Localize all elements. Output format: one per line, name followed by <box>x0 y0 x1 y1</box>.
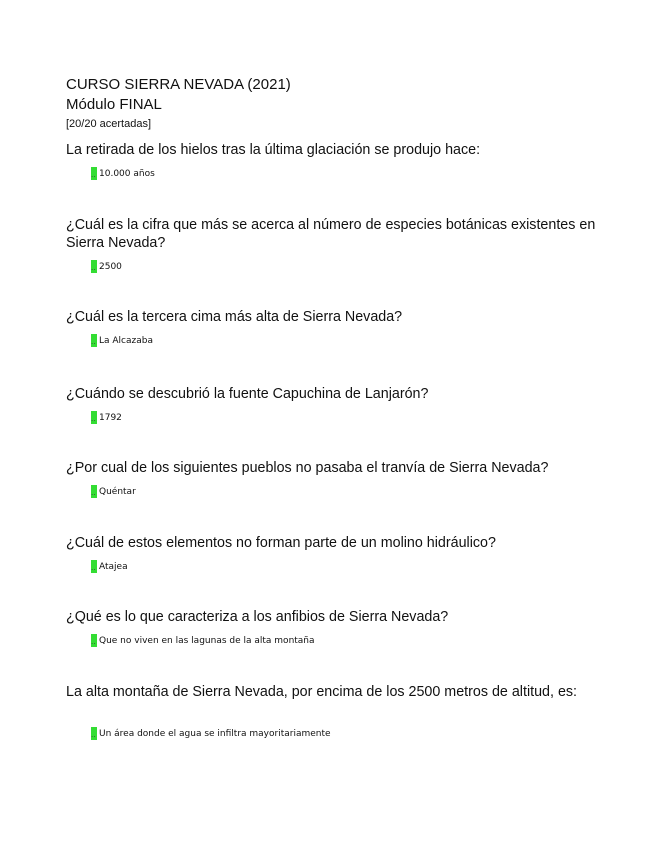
correct-marker <box>91 411 97 424</box>
answer-row <box>91 560 128 573</box>
question-block <box>66 534 596 572</box>
answer-text: Un área donde el agua se infiltra mayoritariamente <box>99 728 331 739</box>
answer-row <box>91 334 153 347</box>
answer-text: 1792 <box>99 412 122 423</box>
answer-text: 2500 <box>99 261 122 272</box>
module-title: Módulo FINAL <box>66 96 162 113</box>
answer-text: La Alcazaba <box>99 335 153 346</box>
answer-text: Quéntar <box>99 486 136 497</box>
question-block <box>66 216 596 272</box>
question-block <box>66 459 596 497</box>
answer-row <box>91 727 331 740</box>
question-text: La retirada de los hielos tras la última glaciación se produjo hace: <box>66 142 481 158</box>
correct-marker <box>91 167 97 180</box>
correct-marker <box>91 727 97 740</box>
question-block <box>66 683 596 739</box>
correct-marker <box>91 260 97 273</box>
answer-row <box>91 260 122 273</box>
answer-row <box>91 634 315 647</box>
question-text: ¿Qué es lo que caracteriza a los anfibios de Sierra Nevada? <box>66 609 449 625</box>
question-block <box>66 141 596 179</box>
question-block <box>66 308 596 346</box>
question-block <box>66 608 596 646</box>
question-block <box>66 385 596 423</box>
answer-text: Atajea <box>99 561 128 572</box>
answer-row <box>91 167 155 180</box>
question-text: ¿Cuál es la tercera cima más alta de Sierra Nevada? <box>66 309 403 325</box>
score-summary: [20/20 acertadas] <box>66 118 152 130</box>
correct-marker <box>91 560 97 573</box>
question-text: ¿Por cual de los siguientes pueblos no pasaba el tranvía de Sierra Nevada? <box>66 460 549 476</box>
correct-marker <box>91 334 97 347</box>
answer-row <box>91 485 136 498</box>
course-title: CURSO SIERRA NEVADA (2021) <box>66 76 291 93</box>
answer-text: Que no viven en las lagunas de la alta montaña <box>99 635 315 646</box>
answer-row <box>91 411 122 424</box>
question-text: ¿Cuál es la cifra que más se acerca al número de especies botánicas existentes en Sierra Nevada? <box>66 217 596 251</box>
question-text: ¿Cuál de estos elementos no forman parte de un molino hidráulico? <box>66 535 496 551</box>
correct-marker <box>91 634 97 647</box>
correct-marker <box>91 485 97 498</box>
answer-text: 10.000 años <box>99 168 155 179</box>
question-text: La alta montaña de Sierra Nevada, por encima de los 2500 metros de altitud, es: <box>66 684 578 700</box>
question-text: ¿Cuándo se descubrió la fuente Capuchina de Lanjarón? <box>66 386 429 402</box>
